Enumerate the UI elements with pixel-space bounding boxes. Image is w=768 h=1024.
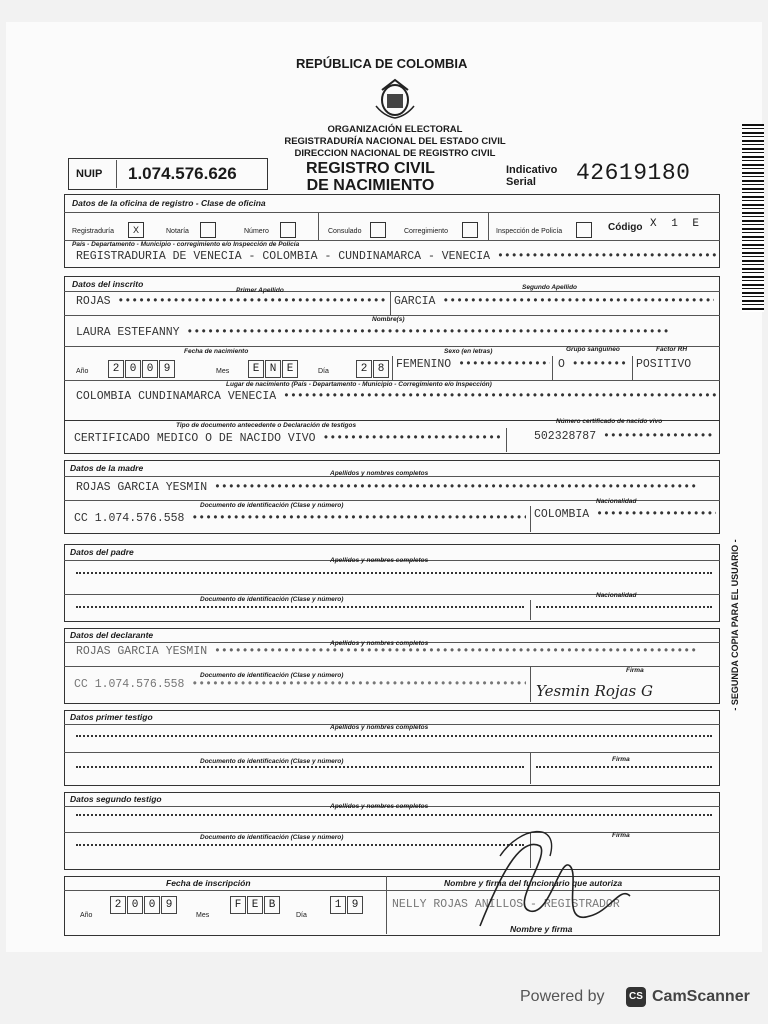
- corregimiento-label: Corregimiento: [404, 228, 448, 235]
- birth-day-digit: 2: [356, 360, 372, 378]
- birthplace-label: Lugar de nacimiento (País - Departamento - Municipio - Corregimiento e/o Inspección): [226, 381, 492, 388]
- declarant-signature: Yesmin Rojas G: [536, 682, 653, 700]
- birth-year-digit: 9: [159, 360, 175, 378]
- title-line-2: DE NACIMIENTO: [306, 177, 435, 194]
- sex-value: FEMENINO •••••: [396, 358, 550, 371]
- copy-notice: - SEGUNDA COPIA PARA EL USUARIO -: [730, 539, 740, 711]
- mother-names-value: ROJAS GARCIA YESMIN •••••: [76, 481, 716, 494]
- given-names-label: Nombre(s): [372, 316, 405, 323]
- mother-nationality-value: COLOMBIA •••••: [534, 508, 716, 521]
- camscanner-brand: CamScanner: [652, 988, 750, 1005]
- first-witness-section-title: Datos primer testigo: [70, 712, 153, 722]
- serial-label-1: Indicativo: [506, 164, 558, 176]
- rh-label: Factor RH: [656, 346, 688, 353]
- registration-day-label: Día: [296, 912, 307, 919]
- serial-number: 42619180: [576, 160, 691, 186]
- registration-month-char: F: [230, 896, 246, 914]
- first-surname-label: Primer Apellido: [236, 287, 284, 294]
- mother-nationality-label: Nacionalidad: [596, 498, 637, 505]
- father-names-label: Apellidos y nombres completos: [330, 557, 429, 564]
- father-names-line: [76, 572, 712, 574]
- first-witness-names-label: Apellidos y nombres completos: [330, 724, 429, 731]
- registraduria-label: Registraduría: [72, 228, 115, 235]
- powered-by-text: Powered by: [520, 988, 605, 1005]
- given-names-value: LAURA ESTEFANNY •••••: [76, 326, 716, 339]
- consulado-label: Consulado: [328, 228, 362, 235]
- consulado-checkbox[interactable]: [370, 222, 386, 238]
- birth-month-char: E: [248, 360, 264, 378]
- first-witness-doc-label: Documento de identificación (Clase y número): [200, 758, 344, 765]
- registration-month-char: B: [264, 896, 280, 914]
- mother-names-label: Apellidos y nombres completos: [330, 470, 429, 477]
- first-witness-doc-line: [76, 766, 524, 768]
- official-label: Nombre y firma del funcionario que autoriza: [444, 878, 623, 888]
- rh-value: POSITIVO: [636, 358, 692, 371]
- org-line-1: ORGANIZACIÓN ELECTORAL: [327, 124, 463, 135]
- registration-year-digit: 0: [127, 896, 143, 914]
- registraduria-checkbox[interactable]: X: [128, 222, 144, 238]
- org-line-3: DIRECCION NACIONAL DE REGISTRO CIVIL: [294, 148, 496, 159]
- coat-of-arms-icon: [372, 76, 418, 122]
- mother-doc-label: Documento de identificación (Clase y número): [200, 502, 344, 509]
- registration-day-digit: 1: [330, 896, 346, 914]
- birth-year-digit: 0: [125, 360, 141, 378]
- declarant-section-title: Datos del declarante: [70, 630, 154, 640]
- registration-month-char: E: [247, 896, 263, 914]
- second-witness-signature-label: Firma: [612, 832, 630, 839]
- title-line-1: REGISTRO CIVIL: [306, 160, 435, 177]
- notaria-checkbox[interactable]: [200, 222, 216, 238]
- numero-label: Número: [244, 228, 269, 235]
- org-line-2: REGISTRADURÍA NACIONAL DEL ESTADO CIVIL: [284, 136, 506, 147]
- mother-section-title: Datos de la madre: [70, 463, 144, 473]
- birth-month-char: E: [282, 360, 298, 378]
- birth-month-char: N: [265, 360, 281, 378]
- first-witness-names-line: [76, 735, 712, 737]
- numero-checkbox[interactable]: [280, 222, 296, 238]
- father-nationality-label: Nacionalidad: [596, 592, 637, 599]
- declarant-doc-label: Documento de identificación (Clase y número): [200, 672, 344, 679]
- birth-date-label: Fecha de nacimiento: [184, 348, 249, 355]
- declarant-doc-value: CC 1.074.576.558 •••••: [74, 678, 526, 691]
- location-label: País - Departamento - Municipio - corregimiento e/o Inspección de Policía: [72, 241, 300, 248]
- inspeccion-label: Inspección de Policía: [496, 228, 563, 235]
- sex-label: Sexo (en letras): [444, 348, 493, 355]
- registrant-section-title: Datos del inscrito: [72, 279, 144, 289]
- second-surname-value: GARCIA •••••: [394, 295, 714, 308]
- blood-group-label: Grupo sanguíneo: [566, 346, 620, 353]
- blood-group-value: O •••••: [558, 358, 628, 371]
- organization-block: [250, 124, 540, 160]
- codigo-label: Código: [608, 222, 643, 233]
- name-and-signature-label: Nombre y firma: [510, 924, 573, 934]
- birth-year-label: Año: [76, 368, 89, 375]
- birth-year-digit: 0: [142, 360, 158, 378]
- document-type-label: Tipo de documento antecedente o Declaración de testigos: [176, 422, 357, 429]
- codigo-value: X 1 E: [650, 218, 704, 230]
- mother-doc-value: CC 1.074.576.558 •••••: [74, 512, 526, 525]
- first-witness-signature-line: [536, 766, 712, 768]
- camscanner-logo-icon: CS: [626, 987, 646, 1007]
- document-type-value: CERTIFICADO MEDICO O DE NACIDO VIVO •••••: [74, 432, 502, 445]
- country-heading: REPÚBLICA DE COLOMBIA: [296, 56, 468, 71]
- second-witness-section-title: Datos segundo testigo: [70, 794, 162, 804]
- father-section: [64, 544, 720, 622]
- first-surname-value: ROJAS •••••: [76, 295, 388, 308]
- certificate-number-label: Número certificado de nacido vivo: [556, 418, 663, 425]
- birth-month-label: Mes: [216, 368, 230, 375]
- second-witness-doc-label: Documento de identificación (Clase y número): [200, 834, 344, 841]
- notaria-label: Notaría: [166, 228, 189, 235]
- serial-label-2: Serial: [506, 176, 536, 188]
- first-witness-signature-label: Firma: [612, 756, 630, 763]
- father-nationality-line: [536, 606, 712, 608]
- declarant-names-label: Apellidos y nombres completos: [330, 640, 429, 647]
- declarant-signature-label: Firma: [626, 667, 644, 674]
- birthplace-value: COLOMBIA CUNDINAMARCA VENECIA •••••: [76, 390, 716, 403]
- birth-day-label: Día: [318, 368, 329, 375]
- registrar-signature: [440, 816, 640, 946]
- registration-year-label: Año: [80, 912, 93, 919]
- inspeccion-checkbox[interactable]: [576, 222, 592, 238]
- nuip-value: 1.074.576.626: [128, 164, 237, 183]
- office-section-title: Datos de la oficina de registro - Clase de oficina: [72, 198, 266, 208]
- father-section-title: Datos del padre: [70, 547, 134, 557]
- official-name: NELLY ROJAS ANILLOS - REGISTRADOR: [392, 898, 620, 911]
- registration-year-digit: 2: [110, 896, 126, 914]
- registration-year-digit: 9: [161, 896, 177, 914]
- corregimiento-checkbox[interactable]: [462, 222, 478, 238]
- certificate-number-value: 502328787 •••••: [534, 430, 714, 443]
- registration-year-digit: 0: [144, 896, 160, 914]
- registration-date-label: Fecha de inscripción: [166, 878, 251, 888]
- father-doc-line: [76, 606, 524, 608]
- serial-label: [506, 164, 557, 188]
- father-doc-label: Documento de identificación (Clase y número): [200, 596, 344, 603]
- registration-day-digit: 9: [347, 896, 363, 914]
- barcode: [742, 124, 764, 312]
- registration-month-label: Mes: [196, 912, 210, 919]
- location-value: REGISTRADURIA DE VENECIA - COLOMBIA - CUNDINAMARCA - VENECIA •••••: [76, 250, 716, 263]
- second-surname-label: Segundo Apellido: [522, 284, 578, 291]
- document-title: [306, 160, 435, 194]
- birth-year-digit: 2: [108, 360, 124, 378]
- birth-day-digit: 8: [373, 360, 389, 378]
- declarant-names-value: ROJAS GARCIA YESMIN •••••: [76, 645, 716, 658]
- second-witness-names-label: Apellidos y nombres completos: [330, 803, 429, 810]
- first-witness-section: [64, 710, 720, 786]
- nuip-label: NUIP: [76, 168, 103, 180]
